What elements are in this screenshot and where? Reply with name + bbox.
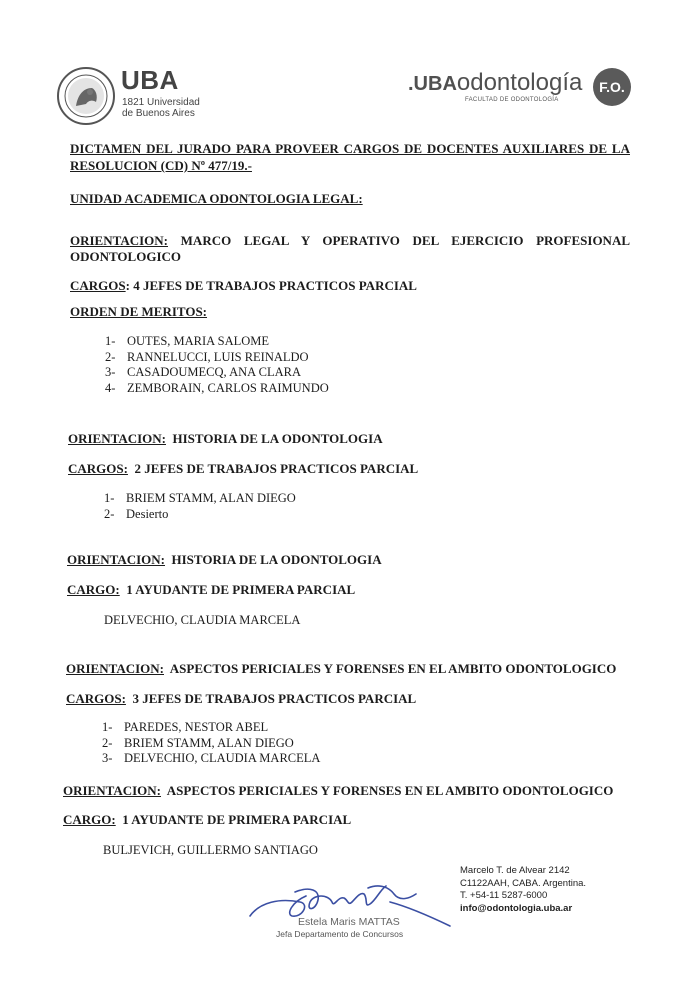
orientation-label: ORIENTACION: xyxy=(63,783,161,798)
item-number: 3- xyxy=(105,365,116,379)
cargos-label: CARGOS: xyxy=(66,691,126,706)
cargos-value: 1 AYUDANTE DE PRIMERA PARCIAL xyxy=(122,812,352,827)
item-number: 2- xyxy=(105,349,116,364)
uba-seal-icon xyxy=(56,66,116,126)
candidate-name: Desierto xyxy=(126,506,169,521)
faculty-subtitle: FACULTAD DE ODONTOLOGÍA xyxy=(465,97,559,103)
merit-list xyxy=(104,491,628,522)
section-3 xyxy=(67,552,627,629)
orientation-label: ORIENTACION: xyxy=(68,431,166,446)
section-5 xyxy=(63,783,633,859)
faculty-logo xyxy=(408,68,638,112)
orientation-line xyxy=(63,783,633,799)
academic-unit: UNIDAD ACADEMICA ODONTOLOGIA LEGAL: xyxy=(70,191,363,206)
merit-list xyxy=(102,720,636,767)
cargos-label: CARGO: xyxy=(63,812,116,827)
uba-founded: 1821 xyxy=(122,97,145,108)
orientation-line xyxy=(68,431,628,447)
item-number: 1- xyxy=(104,491,115,505)
candidate-name: PAREDES, NESTOR ABEL xyxy=(124,720,269,734)
list-item xyxy=(105,381,630,397)
candidate-name: DELVECHIO, CLAUDIA MARCELA xyxy=(124,751,321,765)
cargos-value: 2 JEFES DE TRABAJOS PRACTICOS PARCIAL xyxy=(134,461,419,476)
orientation-value-cont: ODONTOLOGICO xyxy=(70,249,182,264)
faculty-wordmark xyxy=(408,70,582,97)
cargos-value: 3 JEFES DE TRABAJOS PRACTICOS PARCIAL xyxy=(132,691,417,706)
list-item xyxy=(104,491,628,507)
section-2 xyxy=(68,431,628,522)
selected-candidate: BULJEVICH, GUILLERMO SANTIAGO xyxy=(103,843,318,857)
cargos-line xyxy=(66,691,636,707)
document-title-line1: DICTAMEN DEL JURADO PARA PROVEER CARGOS DE DOCENTES AUXILIARES DE LA xyxy=(70,141,630,156)
orientation-value: HISTORIA DE LA ODONTOLOGIA xyxy=(172,431,383,446)
section-4 xyxy=(66,661,636,767)
orientation-line xyxy=(67,552,627,568)
candidate-name: RANNELUCCI, LUIS REINALDO xyxy=(127,349,309,364)
cargos-label: CARGOS: xyxy=(68,461,128,476)
cargos-value: 1 AYUDANTE DE PRIMERA PARCIAL xyxy=(126,582,356,597)
selected-candidate: DELVECHIO, CLAUDIA MARCELA xyxy=(104,613,301,627)
item-number: 2- xyxy=(104,506,115,521)
uba-acronym: UBA xyxy=(121,65,179,95)
order-of-merit-heading: ORDEN DE MERITOS: xyxy=(70,304,208,319)
candidate-name: CASADOUMECQ, ANA CLARA xyxy=(127,365,301,379)
cargos-line xyxy=(67,582,627,598)
candidate-name: BRIEM STAMM, ALAN DIEGO xyxy=(124,735,294,750)
cargos-label: CARGOS xyxy=(70,278,126,293)
cargos-line xyxy=(70,278,630,294)
signer-name: Estela Maris MATTAS xyxy=(298,916,400,928)
list-item xyxy=(105,365,630,381)
item-number: 3- xyxy=(102,751,113,765)
orientation-value: HISTORIA DE LA ODONTOLOGIA xyxy=(171,552,382,567)
cargos-line xyxy=(63,812,633,828)
item-number: 1- xyxy=(102,720,113,734)
faculty-prefix: .UBA xyxy=(408,73,457,95)
orientation-value: MARCO LEGAL Y OPERATIVO DEL EJERCICIO PROFESIONAL xyxy=(180,233,631,248)
item-number: 1- xyxy=(105,334,116,348)
footer-address xyxy=(460,865,586,915)
orientation-value: ASPECTOS PERICIALES Y FORENSES EN EL AMBITO ODONTOLOGICO xyxy=(166,783,614,798)
document-title-line2: RESOLUCION (CD) Nº 477/19.- xyxy=(70,158,252,173)
address-line1: Marcelo T. de Alvear 2142 xyxy=(460,865,570,876)
cargos-value: : 4 JEFES DE TRABAJOS PRACTICOS PARCIAL xyxy=(125,278,417,293)
cargos-label: CARGO: xyxy=(67,582,120,597)
candidate-name: OUTES, MARIA SALOME xyxy=(127,334,270,348)
merit-list xyxy=(105,334,630,396)
list-item xyxy=(105,350,630,366)
orientation-label: ORIENTACION: xyxy=(66,661,164,676)
list-item xyxy=(102,751,636,767)
signer-role: Jefa Departamento de Concursos xyxy=(276,929,404,939)
list-item xyxy=(105,334,630,350)
list-item xyxy=(102,720,636,736)
candidate-name: ZEMBORAIN, CARLOS RAIMUNDO xyxy=(127,380,329,395)
uba-line1: Universidad xyxy=(147,97,200,108)
fo-badge-icon: F.O. xyxy=(593,68,631,106)
list-item xyxy=(104,507,628,523)
uba-logo xyxy=(56,66,206,128)
orientation-label: ORIENTACION: xyxy=(67,552,165,567)
phone: T. +54-11 5287-6000 xyxy=(460,890,548,901)
item-number: 2- xyxy=(102,735,113,750)
cargos-line xyxy=(68,461,628,477)
address-line2: C1122AAH, CABA. Argentina. xyxy=(460,877,587,889)
faculty-name: odontología xyxy=(456,69,583,96)
uba-name-line1 xyxy=(122,97,200,108)
signature-block xyxy=(240,872,480,944)
orientation-line xyxy=(70,233,630,249)
item-number: 4- xyxy=(105,380,116,395)
uba-name-line2: de Buenos Aires xyxy=(122,108,195,119)
list-item xyxy=(102,736,636,752)
section-1 xyxy=(70,233,630,396)
orientation-label: ORIENTACION: xyxy=(70,233,168,248)
orientation-value: ASPECTOS PERICIALES Y FORENSES EN EL AMBITO ODONTOLOGICO xyxy=(169,661,617,676)
orientation-line xyxy=(66,661,636,677)
email: info@odontologia.uba.ar xyxy=(460,902,573,914)
candidate-name: BRIEM STAMM, ALAN DIEGO xyxy=(126,491,296,505)
